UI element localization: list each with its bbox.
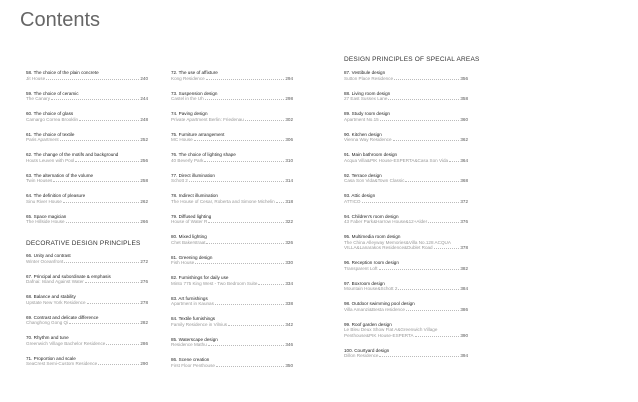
toc-entry-source: Castel in the Uh (171, 96, 204, 102)
leader-dots (405, 178, 459, 182)
toc-entry-title: 95. Multimedia room design (344, 234, 401, 239)
toc-entry[interactable] (344, 281, 468, 302)
toc-entry[interactable] (171, 357, 293, 378)
contents-column-1 (26, 70, 148, 234)
toc-entry-title: 98. Outdoor swimming pool design (344, 301, 415, 306)
toc-entry[interactable] (171, 275, 293, 296)
page-number: 322 (285, 219, 293, 225)
page-number: 252 (140, 137, 148, 143)
page-number: 342 (285, 321, 293, 327)
toc-entry-source: The China Alleyway Memories&Villa No.128 ACQUA (344, 239, 451, 245)
toc-entry-source: Dillon Residence (344, 353, 379, 359)
toc-entry-title: 94. Children's room design (344, 213, 399, 219)
page-number: 298 (285, 96, 293, 102)
page-number: 358 (460, 96, 468, 102)
toc-entry-source: SeaCrest Semi-Custom Residence (26, 361, 98, 367)
toc-entry-source: House of Water R (171, 219, 208, 225)
page-title: Contents (20, 9, 101, 31)
toc-entry-title: 73. Suspension design (171, 90, 218, 96)
contents-column-3 (344, 70, 468, 368)
page-number: 302 (285, 116, 293, 122)
page-number: 356 (460, 75, 468, 81)
toc-entry[interactable] (344, 132, 468, 153)
page-number: 272 (140, 258, 148, 264)
toc-entry-title: 82. Furnishings for daily use (171, 275, 229, 280)
toc-entry[interactable] (26, 132, 148, 153)
toc-entry-source: Paris Apartment (26, 137, 59, 143)
leader-dots (75, 158, 139, 162)
leader-dots (245, 117, 285, 121)
toc-entry-title: 61. The choice of textile (26, 131, 75, 137)
leader-dots (434, 245, 460, 249)
leader-dots (85, 279, 140, 283)
page-number: 384 (460, 286, 468, 292)
toc-entry[interactable] (344, 260, 468, 281)
page-number: 334 (285, 280, 293, 286)
toc-entry-source: Casa Son Vida&Town Classic (344, 178, 405, 184)
toc-entry[interactable] (171, 255, 293, 276)
toc-entry-source: Houts Leuven with Pool (26, 157, 75, 163)
toc-entry[interactable] (26, 111, 148, 132)
toc-entry-title: 65. Space magician (26, 213, 67, 219)
section-heading-special-areas: DESIGN PRINCIPLES OF SPECIAL AREAS (344, 56, 480, 63)
page-number: 256 (140, 157, 148, 163)
leader-dots (51, 96, 139, 100)
page-number: 306 (285, 137, 293, 143)
toc-entry-title: 75. Furniture arrangement (171, 131, 225, 137)
page-number: 350 (285, 362, 293, 368)
page-number: 258 (140, 178, 148, 184)
leader-dots (208, 219, 284, 223)
toc-entry-title: 93. Attic design (344, 193, 376, 198)
toc-entry[interactable] (344, 214, 468, 235)
toc-entry-title: 69. Contrast and delicate difference (26, 314, 99, 320)
page-number: 326 (285, 239, 293, 245)
toc-entry-title: 79. Diffused lighting (171, 213, 212, 219)
page-number: 394 (460, 353, 468, 359)
toc-entry[interactable] (171, 111, 293, 132)
leader-dots (53, 178, 139, 182)
toc-entry-source: 27 East Sussex Lane (344, 96, 388, 102)
leader-dots (208, 342, 285, 346)
leader-dots (106, 341, 139, 345)
toc-entry-source: Chet Bakerstraat (171, 239, 206, 245)
leader-dots (215, 301, 284, 305)
toc-entry[interactable] (26, 193, 148, 214)
toc-entry-source: 43 Faber Park&Harrow House&12+Alder (344, 219, 428, 225)
page-number: 378 (460, 245, 468, 251)
leader-dots (428, 219, 459, 223)
page-number: 314 (285, 178, 293, 184)
toc-entry-source: Transparent Loft (344, 265, 378, 271)
leader-dots (406, 307, 459, 311)
toc-entry-source: Le Bleu Deux Show Flat A&Greenwich Village (344, 327, 438, 333)
toc-entry[interactable] (171, 91, 293, 112)
page-number: 368 (460, 178, 468, 184)
page-number: 276 (140, 279, 148, 285)
page-number: 318 (285, 198, 293, 204)
toc-entry-title: 99. Roof garden design (344, 321, 392, 327)
leader-dots (258, 281, 284, 285)
contents-column-2 (171, 70, 293, 378)
toc-entry-source: ATTICO (344, 198, 361, 204)
leader-dots (60, 137, 140, 141)
toc-entry-source: First Floor Penthouse (171, 362, 215, 368)
entry-list (26, 70, 148, 234)
toc-entry[interactable] (171, 316, 293, 337)
toc-entry-source: Twin Houses (26, 178, 53, 184)
toc-entry-title: 71. Proportion and scale (26, 355, 76, 361)
page-number: 376 (460, 219, 468, 225)
page-number: 362 (460, 137, 468, 143)
page-number: 282 (140, 320, 148, 326)
toc-entry[interactable] (171, 234, 293, 255)
entry-list (344, 70, 468, 368)
leader-dots (379, 353, 459, 357)
toc-entry-title: 91. Main bathroom design (344, 152, 398, 157)
toc-entry-title: 77. Direct illumination (171, 172, 215, 178)
toc-entry[interactable] (26, 152, 148, 173)
toc-entry[interactable] (26, 253, 148, 274)
page-number: 244 (140, 96, 148, 102)
toc-entry-source: Family Residence in Vilnius (171, 321, 228, 327)
toc-entry-title: 87. Vestibule design (344, 70, 386, 75)
page-number: 386 (460, 306, 468, 312)
leader-dots (64, 259, 139, 263)
entry-list (26, 253, 148, 376)
toc-entry[interactable] (344, 348, 468, 369)
leader-dots (415, 333, 460, 337)
toc-entry-source: Residence Mathu (171, 342, 207, 348)
toc-entry-source: Upstate New York Residence (26, 299, 86, 305)
toc-entry[interactable] (344, 234, 468, 260)
toc-entry[interactable] (26, 214, 148, 235)
leader-dots (398, 286, 459, 290)
toc-entry-source: Schott 2 (171, 178, 188, 184)
toc-entry-title: 63. The alternation of the volume (26, 172, 94, 178)
leader-dots (276, 199, 285, 203)
leader-dots (394, 76, 459, 80)
leader-dots (206, 240, 284, 244)
toc-entry[interactable] (344, 301, 468, 322)
toc-entry-source: Fish House (171, 260, 195, 266)
toc-entry[interactable] (344, 111, 468, 132)
leader-dots (66, 219, 140, 223)
toc-entry-title: 67. Principal and subordinate & emphasis (26, 273, 111, 279)
toc-entry-title: 90. Kitchen design (344, 131, 382, 137)
page-number: 330 (285, 260, 293, 266)
toc-entry-title: 83. Art furnishings (171, 295, 208, 301)
contents-column-1-continued (26, 253, 148, 376)
toc-entry-title: 76. The choice of lighting shape (171, 152, 236, 157)
toc-entry-source: Kong Residence (171, 75, 205, 81)
toc-entry[interactable] (26, 173, 148, 194)
leader-dots (87, 300, 140, 304)
toc-entry-title: 78. Indirect illumination (171, 193, 218, 198)
toc-entry-title: 66. Unity and contrast (26, 253, 71, 258)
toc-entry-source: The Hillside House (26, 219, 65, 225)
toc-entry-title: 81. Greening design (171, 254, 213, 260)
toc-entry-source: The Canary (26, 96, 51, 102)
leader-dots (380, 117, 460, 121)
toc-entry[interactable] (344, 152, 468, 173)
leader-dots (362, 199, 460, 203)
toc-entry[interactable] (26, 70, 148, 91)
toc-entry-source: Sutton Place Residence (344, 75, 394, 81)
toc-entry-title: 72. The use of affixture (171, 70, 218, 75)
toc-entry[interactable] (344, 193, 468, 214)
leader-dots (46, 76, 139, 80)
toc-entry-title: 88. Living room design (344, 90, 391, 96)
page-number: 346 (285, 342, 293, 348)
toc-entry[interactable] (26, 315, 148, 336)
toc-entry[interactable] (26, 356, 148, 377)
page-number: 390 (460, 332, 468, 338)
leader-dots (393, 137, 460, 141)
toc-entry[interactable] (26, 274, 148, 295)
toc-entry-title: 59. The choice of ceramic (26, 90, 79, 96)
leader-dots (379, 266, 460, 270)
toc-entry-source: Mountain House&Schott 2 (344, 286, 398, 292)
toc-entry-source: Winter Oceanfront (26, 258, 64, 264)
leader-dots (388, 96, 459, 100)
section-heading-decorative: DECORATIVE DESIGN PRINCIPLES (26, 240, 141, 247)
toc-entry[interactable] (171, 152, 293, 173)
toc-entry-source-line2: VILLA&Lanarakos Residence&Dublet Road (344, 245, 433, 251)
toc-entry[interactable] (344, 173, 468, 194)
page-number: 364 (460, 157, 468, 163)
leader-dots (206, 76, 285, 80)
leader-dots (216, 363, 284, 367)
toc-entry-source: Villa Amanzi&Besta residence (344, 306, 405, 312)
toc-entry[interactable] (26, 294, 148, 315)
toc-entry-source: Changhong Gong Qi (26, 320, 69, 326)
leader-dots (449, 158, 459, 162)
toc-entry-title: 86. Scene creation (171, 357, 210, 362)
toc-entry-source: Vienna Way Residence (344, 137, 392, 143)
toc-entry-source: MC House (171, 137, 193, 143)
toc-entry-title: 68. Balance and stability (26, 294, 76, 299)
toc-entry-source: Camargo Correa Brooklin (26, 116, 79, 122)
toc-entry[interactable] (171, 173, 293, 194)
page-number: 286 (140, 340, 148, 346)
leader-dots (79, 117, 139, 121)
leader-dots (204, 158, 284, 162)
leader-dots (98, 361, 139, 365)
page-number: 338 (285, 301, 293, 307)
toc-entry-source: Private Apartment Berlin: Friedenau (171, 116, 244, 122)
page-number: 310 (285, 157, 293, 163)
leader-dots (69, 320, 139, 324)
toc-entry-title: 64. The definition of pleasure (26, 193, 86, 198)
toc-entry-title: 70. Rhythm and tune (26, 335, 69, 340)
toc-entry-title: 60. The choice of glass (26, 111, 74, 116)
toc-entry[interactable] (171, 337, 293, 358)
toc-entry-title: 89. Study room design (344, 111, 390, 116)
leader-dots (194, 137, 285, 141)
page-number: 240 (140, 75, 148, 81)
toc-entry-title: 96. Reception room design (344, 260, 399, 265)
toc-entry[interactable] (26, 335, 148, 356)
page-number: 290 (140, 361, 148, 367)
leader-dots (205, 96, 285, 100)
toc-entry-source: Minto 775 King West - Two Bedroom Suite (171, 280, 258, 286)
toc-entry-title: 84. Textile furnishings (171, 316, 216, 321)
toc-entry-source: Acqua Villa&PIK House-ESPERTA&Casa Son Vida (344, 157, 449, 163)
toc-entry[interactable] (171, 214, 293, 235)
page-number: 372 (460, 198, 468, 204)
toc-entry[interactable] (171, 296, 293, 317)
toc-entry-title: 85. Waterscape design (171, 336, 218, 342)
page-number: 360 (460, 116, 468, 122)
page-number: 294 (285, 75, 293, 81)
toc-entry[interactable] (171, 193, 293, 214)
toc-entry-source: Jit House (26, 75, 46, 81)
toc-entry-title: 62. The change of the motifs and background (26, 152, 119, 157)
toc-entry-title: 92. Terrace design (344, 172, 382, 178)
toc-entry-source: Apartment No.15 (344, 116, 379, 122)
toc-entry[interactable] (344, 91, 468, 112)
toc-entry-source: Dafnai: Island Against Water (26, 279, 84, 285)
page-number: 382 (460, 265, 468, 271)
toc-entry[interactable] (344, 70, 468, 91)
entry-list (171, 70, 293, 378)
leader-dots (195, 260, 284, 264)
leader-dots (228, 322, 284, 326)
toc-entry-source-line2: Penthouse&PIK House-ESPERTA (344, 332, 414, 338)
toc-entry[interactable] (344, 322, 468, 348)
toc-entry-title: 80. Mixed lighting (171, 234, 207, 239)
toc-entry-title: 74. Paving design (171, 111, 208, 116)
toc-entry-source: 40 Beverly Park (171, 157, 204, 163)
toc-entry[interactable] (171, 132, 293, 153)
leader-dots (189, 178, 284, 182)
leader-dots (63, 199, 140, 203)
toc-entry-title: 58. The choice of the plain concrete (26, 70, 99, 75)
toc-entry-source: Sinu River House (26, 198, 62, 204)
toc-entry[interactable] (26, 91, 148, 112)
toc-entry[interactable] (171, 70, 293, 91)
toc-entry-source: Greenwich Village Bachelor Residence (26, 340, 106, 346)
page-number: 266 (140, 219, 148, 225)
toc-entry-title: 100. Courtyard design (344, 347, 390, 353)
toc-entry-source: The House of Cesar, Roberta and Simone Michelin (171, 198, 275, 204)
toc-entry-title: 97. Boxroom design (344, 280, 385, 286)
toc-entry-source: Apartment in Kaunas (171, 301, 214, 307)
page-number: 278 (140, 299, 148, 305)
page-number: 248 (140, 116, 148, 122)
page-number: 262 (140, 198, 148, 204)
